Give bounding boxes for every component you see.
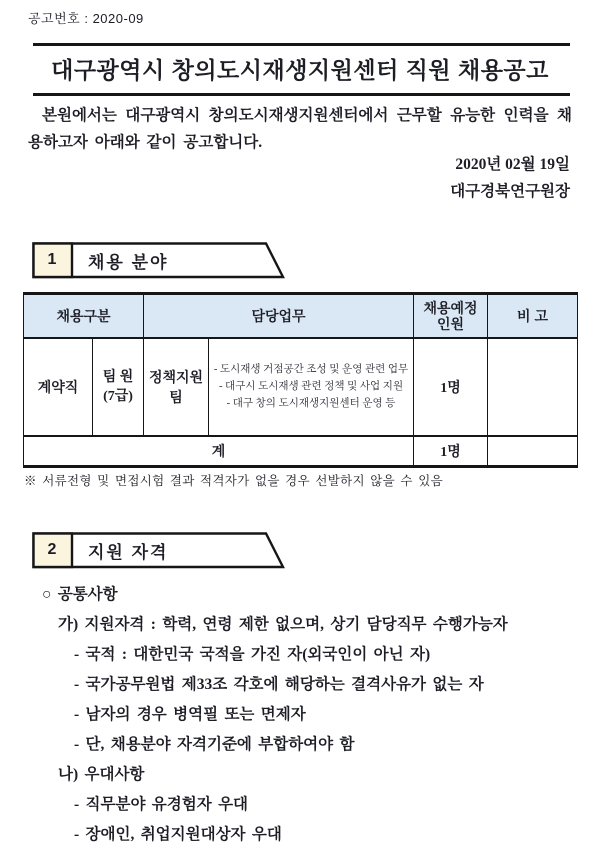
intro-paragraph: 본원에서는 대구광역시 창의도시재생지원센터에서 근무할 유능한 인력을 채용하고자 아래와 같이 공고합니다. <box>28 107 572 151</box>
section1-title: 채용 분야 <box>88 252 169 272</box>
table-header-row <box>24 294 578 338</box>
sign-block <box>450 151 570 205</box>
cell-note <box>488 338 578 436</box>
qual-subitem: - 국적 : 대한민국 국적을 가진 자(외국인이 아닌 자) <box>74 646 431 663</box>
duty-item: - 도시재생 거점공간 조성 및 운영 관련 업무 <box>213 364 409 375</box>
recruit-table <box>23 292 578 468</box>
section1-header <box>32 242 286 279</box>
cell-duties <box>209 338 414 436</box>
cell-position-line2: (7급) <box>103 388 133 404</box>
qual-subitem: - 남자의 경우 병역필 또는 면제자 <box>74 706 306 723</box>
notice-number: 공고번호 : 2020-09 <box>28 11 144 26</box>
issuer-name: 대구경북연구원장 <box>450 183 570 200</box>
qual-subitem: - 직무분야 유경험자 우대 <box>74 796 249 813</box>
duty-item: - 대구 창의 도시재생지원센터 운영 등 <box>226 398 396 409</box>
col-header-planned-line2: 인원 <box>437 315 465 332</box>
section2-number: 2 <box>47 541 57 558</box>
qual-subitem: - 국가공무원법 제33조 각호에 해당하는 결격사유가 없는 자 <box>74 676 484 693</box>
total-note <box>488 436 578 467</box>
qual-subitem: - 단, 채용분야 자격기준에 부합하여야 함 <box>74 736 355 753</box>
cell-position-line1: 팀 원 <box>102 369 134 385</box>
section2-title: 지원 자격 <box>88 542 169 562</box>
cell-employment-type: 계약직 <box>24 338 93 436</box>
table-row <box>24 338 578 436</box>
qual-item-na: 나) 우대사항 <box>58 766 145 783</box>
table-total-row <box>24 436 578 467</box>
duty-item: - 대구시 도시재생 관련 정책 및 사업 지원 <box>218 381 404 392</box>
col-header-planned-headcount <box>414 294 488 338</box>
qual-subitem: - 장애인, 취업지원대상자 우대 <box>74 826 282 843</box>
col-header-note: 비 고 <box>488 294 578 338</box>
col-header-duties: 담당업무 <box>144 294 414 338</box>
qual-item-ga: 가) 지원자격 : 학력, 연령 제한 없으며, 상기 담당직무 수행가능자 <box>58 616 508 633</box>
title-rule-bottom <box>33 93 570 96</box>
document-title: 대구광역시 창의도시재생지원센터 직원 채용공고 <box>51 57 549 83</box>
announcement-date: 2020년 02월 19일 <box>455 156 570 173</box>
table-footnote: ※ 서류전형 및 면접시험 결과 적격자가 없을 경우 선발하지 않을 수 있음 <box>24 474 443 488</box>
cell-headcount: 1명 <box>414 338 488 436</box>
title-rule-top <box>33 43 570 46</box>
total-label: 계 <box>24 436 414 467</box>
section2-header <box>32 532 286 569</box>
recruit-table-wrap <box>23 292 578 468</box>
col-header-recruit-type: 채용구분 <box>24 294 144 338</box>
section1-number: 1 <box>47 251 57 268</box>
col-header-planned-line1: 채용예정 <box>423 299 478 316</box>
qualification-list <box>28 580 580 850</box>
total-headcount: 1명 <box>414 436 488 467</box>
cell-position <box>93 338 144 436</box>
qual-common-heading: ○ 공통사항 <box>42 586 118 603</box>
cell-team: 정책지원팀 <box>144 338 209 436</box>
